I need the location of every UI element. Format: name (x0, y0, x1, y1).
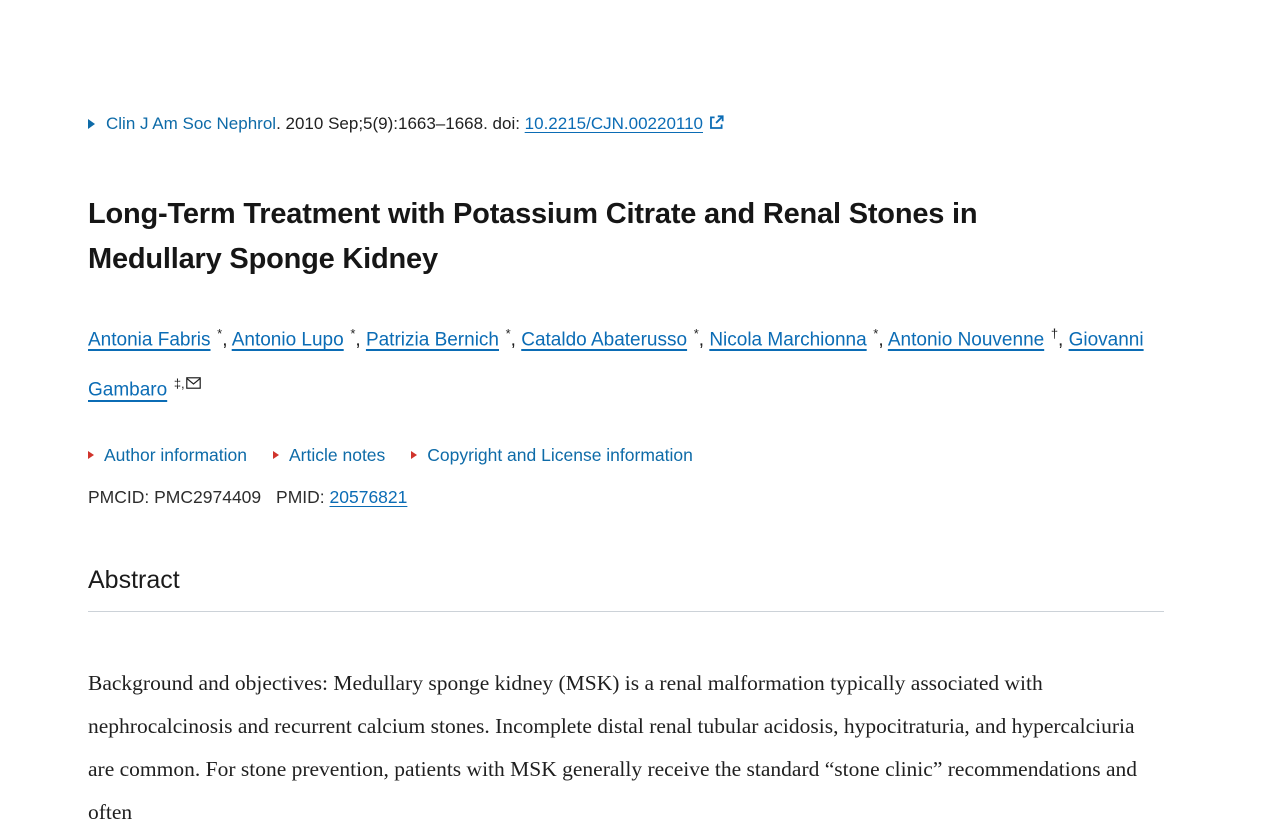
author-link[interactable]: Antonio Nouvenne (887, 329, 1045, 351)
pmid-label: PMID: (276, 486, 330, 507)
pmcid-value: PMC2974409 (154, 486, 262, 507)
author-affiliation-marker: ‡, (170, 376, 200, 391)
author-affiliation-marker: * (869, 326, 879, 341)
author-information-label: Author information (104, 444, 247, 465)
doi-link[interactable]: 10.2215/CJN.00220110 (524, 114, 703, 133)
expand-triangle-icon (273, 451, 279, 459)
author-affiliation-marker: * (213, 326, 223, 341)
page-title: Long-Term Treatment with Potassium Citrate and Renal Stones in Medullary Sponge Kidney (88, 198, 978, 275)
author-separator: , (510, 329, 522, 351)
disclosure-row (88, 445, 1164, 466)
pmcid-group (88, 487, 261, 507)
external-link-icon (708, 114, 725, 138)
author-link[interactable]: Cataldo Abaterusso (521, 329, 688, 351)
pmcid-label: PMCID: (88, 486, 155, 507)
section-divider (88, 611, 1164, 612)
article-notes-label: Article notes (289, 444, 386, 465)
expand-triangle-icon (411, 451, 417, 459)
citation-text: . 2010 Sep;5(9):1663–1668. doi: (276, 114, 525, 133)
author-link[interactable]: Nicola Marchionna (709, 329, 867, 351)
author-affiliation-marker: * (690, 326, 699, 341)
corresponding-author-email-icon[interactable] (186, 363, 201, 407)
copyright-license-label: Copyright and License information (427, 444, 693, 465)
author-link[interactable]: Antonio Lupo (231, 329, 344, 351)
author-affiliation-marker: * (502, 326, 511, 341)
expand-triangle-icon (88, 451, 94, 459)
pmid-group (276, 487, 407, 507)
authors-list (88, 312, 1164, 413)
abstract-heading: Abstract (88, 565, 180, 594)
author-link[interactable]: Antonia Fabris (88, 329, 211, 351)
author-affiliation-marker: † (1047, 326, 1059, 341)
journal-link[interactable]: Clin J Am Soc Nephrol (106, 114, 277, 133)
pmid-link[interactable]: 20576821 (329, 486, 408, 507)
author-separator: , (1058, 329, 1069, 351)
author-link[interactable]: Giovanni Gambaro (88, 329, 1144, 401)
author-information-toggle[interactable] (88, 445, 247, 466)
abstract-paragraph: Background and objectives: Medullary sponge kidney (MSK) is a renal malformation typically associated with nephrocalcinosis and recurrent calcium stones. Incomplete distal renal tubular acidosis, hypocitraturia, and hypercalciuria are common. For stone prevention, patients with MSK generally receive the standard “stone clinic” recommendations and often (88, 670, 1137, 824)
author-separator: , (698, 329, 710, 351)
author-separator: , (222, 329, 232, 351)
article-notes-toggle[interactable] (273, 445, 385, 466)
copyright-license-toggle[interactable] (411, 445, 693, 466)
ids-row (88, 487, 1164, 508)
citation-line (88, 112, 1164, 136)
author-link[interactable]: Patrizia Bernich (365, 329, 499, 351)
author-affiliation-marker: * (346, 326, 356, 341)
author-separator: , (878, 329, 888, 351)
author-separator: , (355, 329, 366, 351)
citation-marker-icon (88, 119, 95, 129)
